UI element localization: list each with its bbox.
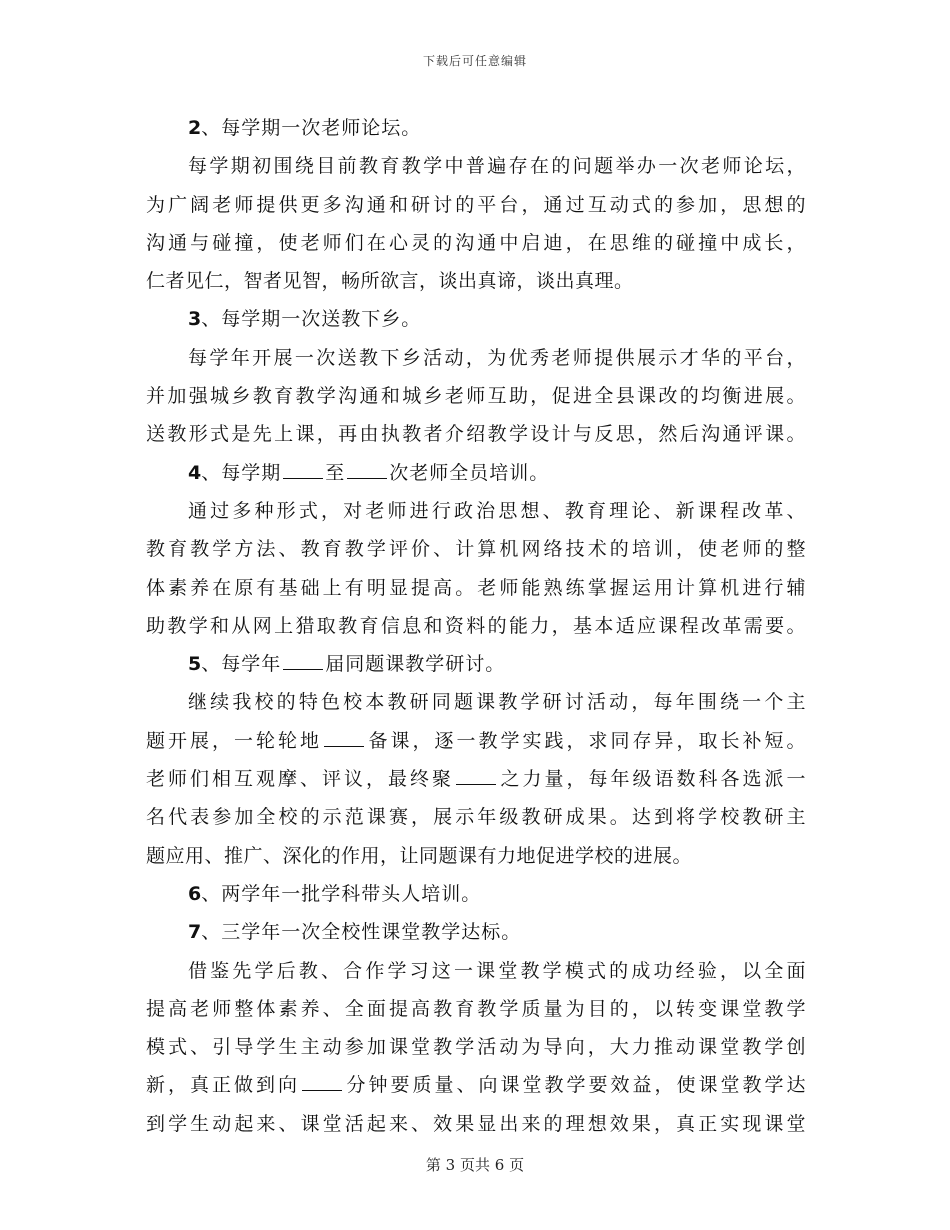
section-number: 3 (188, 308, 202, 331)
fill-blank (302, 1074, 342, 1091)
section-2-heading (146, 109, 806, 147)
paragraph-line: 到学生动起来、课堂活起来、效果显出来的理想效果，真正实现课堂 (146, 1112, 806, 1135)
paragraph-line: 每学期初围绕目前教育教学中普遍存在的问题举办一次老师论坛， (188, 155, 806, 178)
paragraph-line: 继续我校的特色校本教研同题课教学研讨活动，每年围绕一个主 (188, 691, 806, 714)
paragraph-line (146, 722, 806, 760)
paragraph-line: 教育教学方法、教育教学评价、计算机网络技术的培训，使老师的整 (146, 538, 806, 561)
section-title-part: 、每学期 (201, 461, 282, 484)
section-title-part: 次老师全员培训。 (389, 461, 550, 484)
section-6-heading (146, 875, 806, 913)
paragraph-line: 助教学和从网上猎取教育信息和资料的能力，基本适应课程改革需要。 (146, 614, 806, 637)
paragraph-line: 并加强城乡教育教学沟通和城乡老师互助，促进全县课改的均衡进展。 (146, 385, 806, 408)
page-header: 下载后可任意编辑 (422, 54, 527, 68)
section-number: 2 (188, 117, 202, 139)
section-title-part: 至 (325, 461, 346, 484)
paragraph-line: 为广阔老师提供更多沟通和研讨的平台，通过互动式的参加，思想的 (146, 193, 806, 216)
section-7-heading (146, 913, 806, 951)
page-footer: 第 3 页共 6 页 (425, 1156, 525, 1174)
section-3-heading (146, 300, 806, 338)
paragraph-line: 体素养在原有基础上有明显提高。老师能熟练掌握运用计算机进行辅 (146, 576, 806, 599)
section-title: 、每学期一次老师论坛。 (201, 117, 422, 139)
paragraph-line: 名代表参加全校的示范课赛，展示年级教研成果。达到将学校教研主 (146, 806, 806, 829)
paragraph-line: 借鉴先学后教、合作学习这一课堂教学模式的成功经验，以全面 (188, 959, 806, 982)
section-number: 5 (188, 653, 202, 676)
text-part: 新，真正做到向 (146, 1074, 300, 1097)
paragraph-line: 题应用、推广、深化的作用，让同题课有力地促进学校的进展。 (146, 844, 693, 867)
paragraph-line: 仁者见仁，智者见智，畅所欲言，谈出真谛，谈出真理。 (146, 270, 634, 293)
section-number: 7 (188, 921, 202, 944)
paragraph-line: 提高老师整体素养、全面提高教育教学质量为目的，以转变课堂教学 (146, 997, 806, 1020)
fill-blank (283, 462, 323, 479)
paragraph-line (146, 760, 806, 798)
fill-blank (347, 462, 387, 479)
paragraph-line (146, 1066, 806, 1104)
fill-blank (283, 653, 323, 670)
text-part: 老师们相互观摩、评议，最终聚 (146, 768, 454, 791)
section-number: 6 (188, 882, 202, 905)
fill-blank (324, 730, 364, 747)
section-title: 、三学年一次全校性课堂教学达标。 (201, 921, 522, 944)
text-part: 分钟要质量、向课堂教学要效益，使课堂教学达 (344, 1074, 806, 1097)
section-title-part: 、每学年 (201, 653, 282, 676)
text-part: 题开展，一轮轮地 (146, 729, 322, 752)
section-title: 、两学年一批学科带头人培训。 (201, 882, 482, 905)
paragraph-line: 每学年开展一次送教下乡活动，为优秀老师提供展示才华的平台， (188, 346, 806, 369)
fill-blank (456, 768, 496, 785)
paragraph-line: 通过多种形式，对老师进行政治思想、教育理论、新课程改革、 (188, 499, 806, 522)
section-5-heading (146, 645, 806, 683)
paragraph-line: 送教形式是先上课，再由执教者介绍教学设计与反思，然后沟通评课。 (146, 423, 806, 446)
section-title-part: 届同题课教学研讨。 (325, 653, 506, 676)
document-body (146, 109, 806, 1143)
paragraph-line: 模式、引导学生主动参加课堂教学活动为导向，大力推动课堂教学创 (146, 1036, 806, 1059)
section-number: 4 (188, 461, 202, 484)
text-part: 备课，逐一教学实践，求同存异，取长补短。 (366, 729, 806, 752)
section-4-heading (146, 454, 806, 492)
text-part: 之力量，每年级语数科各选派一 (498, 768, 806, 791)
section-title: 、每学期一次送教下乡。 (201, 308, 422, 331)
paragraph-line: 沟通与碰撞，使老师们在心灵的沟通中启迪，在思维的碰撞中成长， (146, 231, 806, 254)
